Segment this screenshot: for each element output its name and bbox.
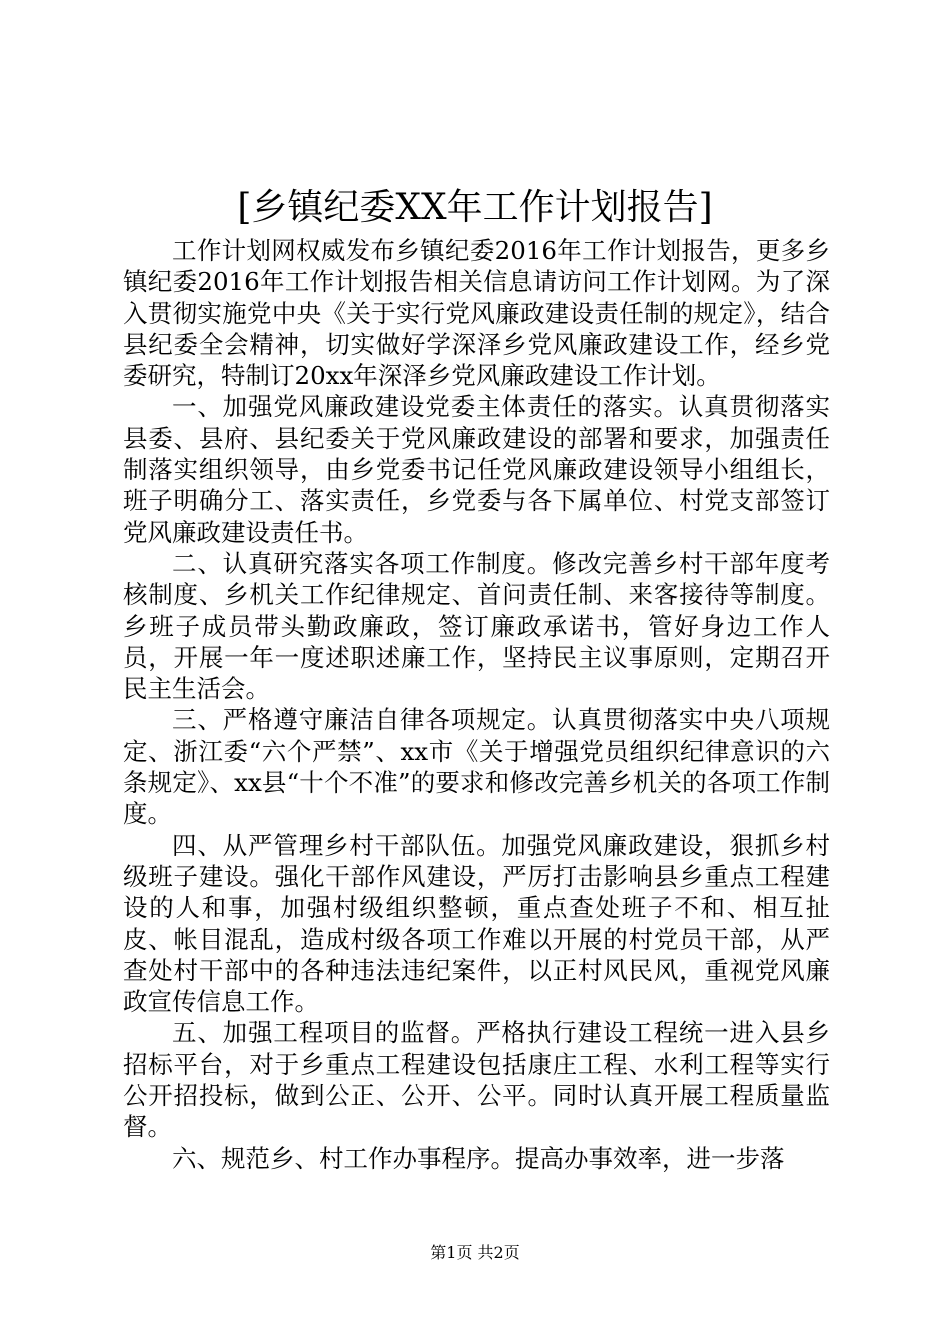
page-number-footer: 第1页 共2页 (430, 1243, 520, 1262)
paragraph-section-3: 三、严格遵守廉洁自律各项规定。认真贯彻落实中央八项规定、浙江委“六个严禁”、xx市《关于增强党员组织纪律意识的六条规定》、xx县“十个不准”的要求和修改完善乡机关的各项工作制度。 (123, 705, 830, 829)
paragraph-section-2: 二、认真研究落实各项工作制度。修改完善乡村干部年度考核制度、乡机关工作纪律规定、首问责任制、来客接待等制度。乡班子成员带头勤政廉政，签订廉政承诺书，管好身边工作人员，开展一年一度述职述廉工作，坚持民主议事原则，定期召开民主生活会。 (123, 548, 830, 704)
document-body (123, 235, 830, 1174)
paragraph-section-6: 六、规范乡、村工作办事程序。提高办事效率，进一步落 (172, 1143, 785, 1173)
document-title: [乡镇纪委XX年工作计划报告] (237, 187, 713, 228)
paragraph-section-4: 四、从严管理乡村干部队伍。加强党风廉政建设，狠抓乡村级班子建设。强化干部作风建设，严厉打击影响县乡重点工程建设的人和事，加强村级组织整顿，重点查处班子不和、相互扯皮、帐目混乱，造成村级各项工作难以开展的村党员干部，从严查处村干部中的各种违法违纪案件，以正村风民风，重视党风廉政宣传信息工作。 (123, 830, 830, 1017)
paragraph-section-1: 一、加强党风廉政建设党委主体责任的落实。认真贯彻落实县委、县府、县纪委关于党风廉政建设的部署和要求，加强责任制落实组织领导，由乡党委书记任党风廉政建设领导小组组长，班子明确分工、落实责任，乡党委与各下属单位、村党支部签订党风廉政建设责任书。 (123, 392, 830, 547)
paragraph-intro: 工作计划网权威发布乡镇纪委2016年工作计划报告，更多乡镇纪委2016年工作计划报告相关信息请访问工作计划网。为了深入贯彻实施党中央《关于实行党风廉政建设责任制的规定》，结合县纪委全会精神，切实做好学深泽乡党风廉政建设工作，经乡党委研究，特制订20xx年深泽乡党风廉政建设工作计划。 (123, 236, 830, 391)
paragraph-section-5: 五、加强工程项目的监督。严格执行建设工程统一进入县乡招标平台，对于乡重点工程建设包括康庄工程、水利工程等实行公开招投标，做到公正、公开、公平。同时认真开展工程质量监督。 (123, 1018, 830, 1142)
